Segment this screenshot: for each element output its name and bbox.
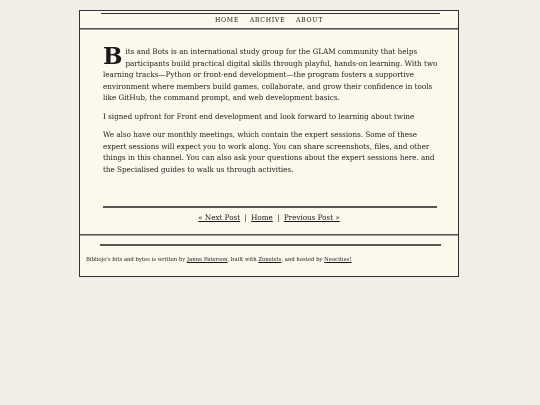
page-container <box>79 10 459 277</box>
home-link[interactable]: Home <box>251 213 273 222</box>
zonelets-link[interactable]: Zonelets <box>258 257 282 263</box>
previous-post-link[interactable]: Previous Post » <box>283 213 340 222</box>
nav-bottom-rule <box>80 28 458 30</box>
nav-home-link[interactable]: HOME <box>214 17 240 24</box>
nav-about-link[interactable]: ABOUT <box>296 17 324 24</box>
nav-archive-link[interactable]: ARCHIVE <box>249 17 286 24</box>
author-link[interactable]: Janne Paterson <box>186 257 228 263</box>
next-post-link[interactable]: « Next Post <box>198 213 241 222</box>
footer-text-3: , and hosted by <box>281 257 325 263</box>
post-nav-separator: | <box>277 213 280 222</box>
footer-divider <box>100 244 441 246</box>
post-nav-separator: | <box>244 213 247 222</box>
post-divider <box>103 206 437 208</box>
post-paragraph-1-text: its and Bots is an international study group for the GLAM community that helps participants build practical digital skills through playful, hands-on learning. With two learning tracks—Python or front-end development—the program fosters a supportive environment where members build games, collaborate, and grow their confidence in tools like GitHub, the command prompt, and web development basics. <box>103 47 438 102</box>
post-content <box>103 43 438 182</box>
dropcap-letter: B <box>103 43 123 70</box>
footer-text-2: , built with <box>227 257 259 263</box>
post-navigation <box>80 213 458 223</box>
footer-top-rule <box>80 234 458 236</box>
post-paragraph-1 <box>103 43 438 104</box>
site-footer <box>86 256 446 264</box>
neocities-link[interactable]: Neocities! <box>324 257 352 263</box>
footer-text-1: Bibliojo's bits and bytes is written by <box>86 257 187 263</box>
post-paragraph-2: I signed upfront for Front end development and look forward to learning about twine <box>103 111 415 121</box>
post-paragraph-3: We also have our monthly meetings, which contain the expert sessions. Some of these expert sessions will expect you to work along. You can share screenshots, files, and other things in this channel. You can also ask your questions about the expert sessions here. and the Specialised guides to walk us through activities. <box>103 130 435 174</box>
